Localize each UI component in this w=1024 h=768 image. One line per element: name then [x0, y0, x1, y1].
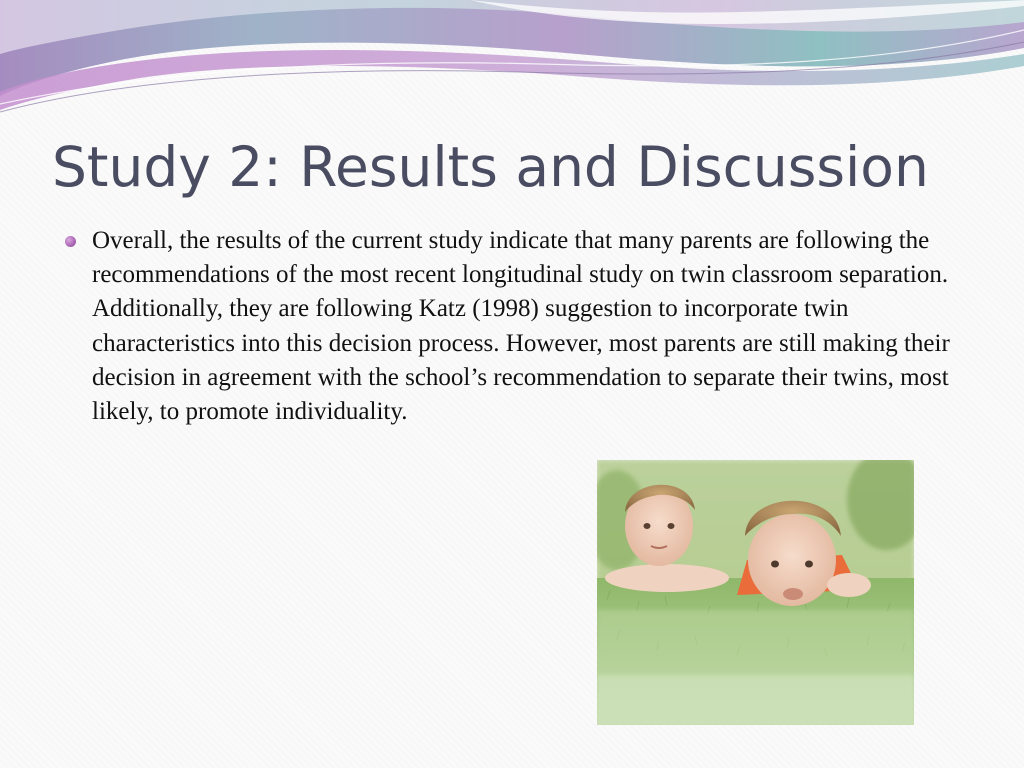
slide-title: Study 2: Results and Discussion	[52, 135, 929, 199]
bullet-text: Overall, the results of the current study indicate that many parents are following the recommendations of the most recent longitudinal study on twin classroom separation. Additionally, they are following Katz (1998) suggestion to incorporate twin characteristics into this decision process. However, most parents are still making their decision in agreement with the school’s recommendation to separate their twins, most likely, to promote individuality.	[92, 227, 950, 426]
bullet-dot-icon	[65, 236, 76, 247]
twins-photo	[597, 460, 914, 725]
header-swoosh-decoration	[0, 0, 1024, 130]
bullet-item	[62, 224, 962, 429]
content-area	[62, 224, 962, 429]
